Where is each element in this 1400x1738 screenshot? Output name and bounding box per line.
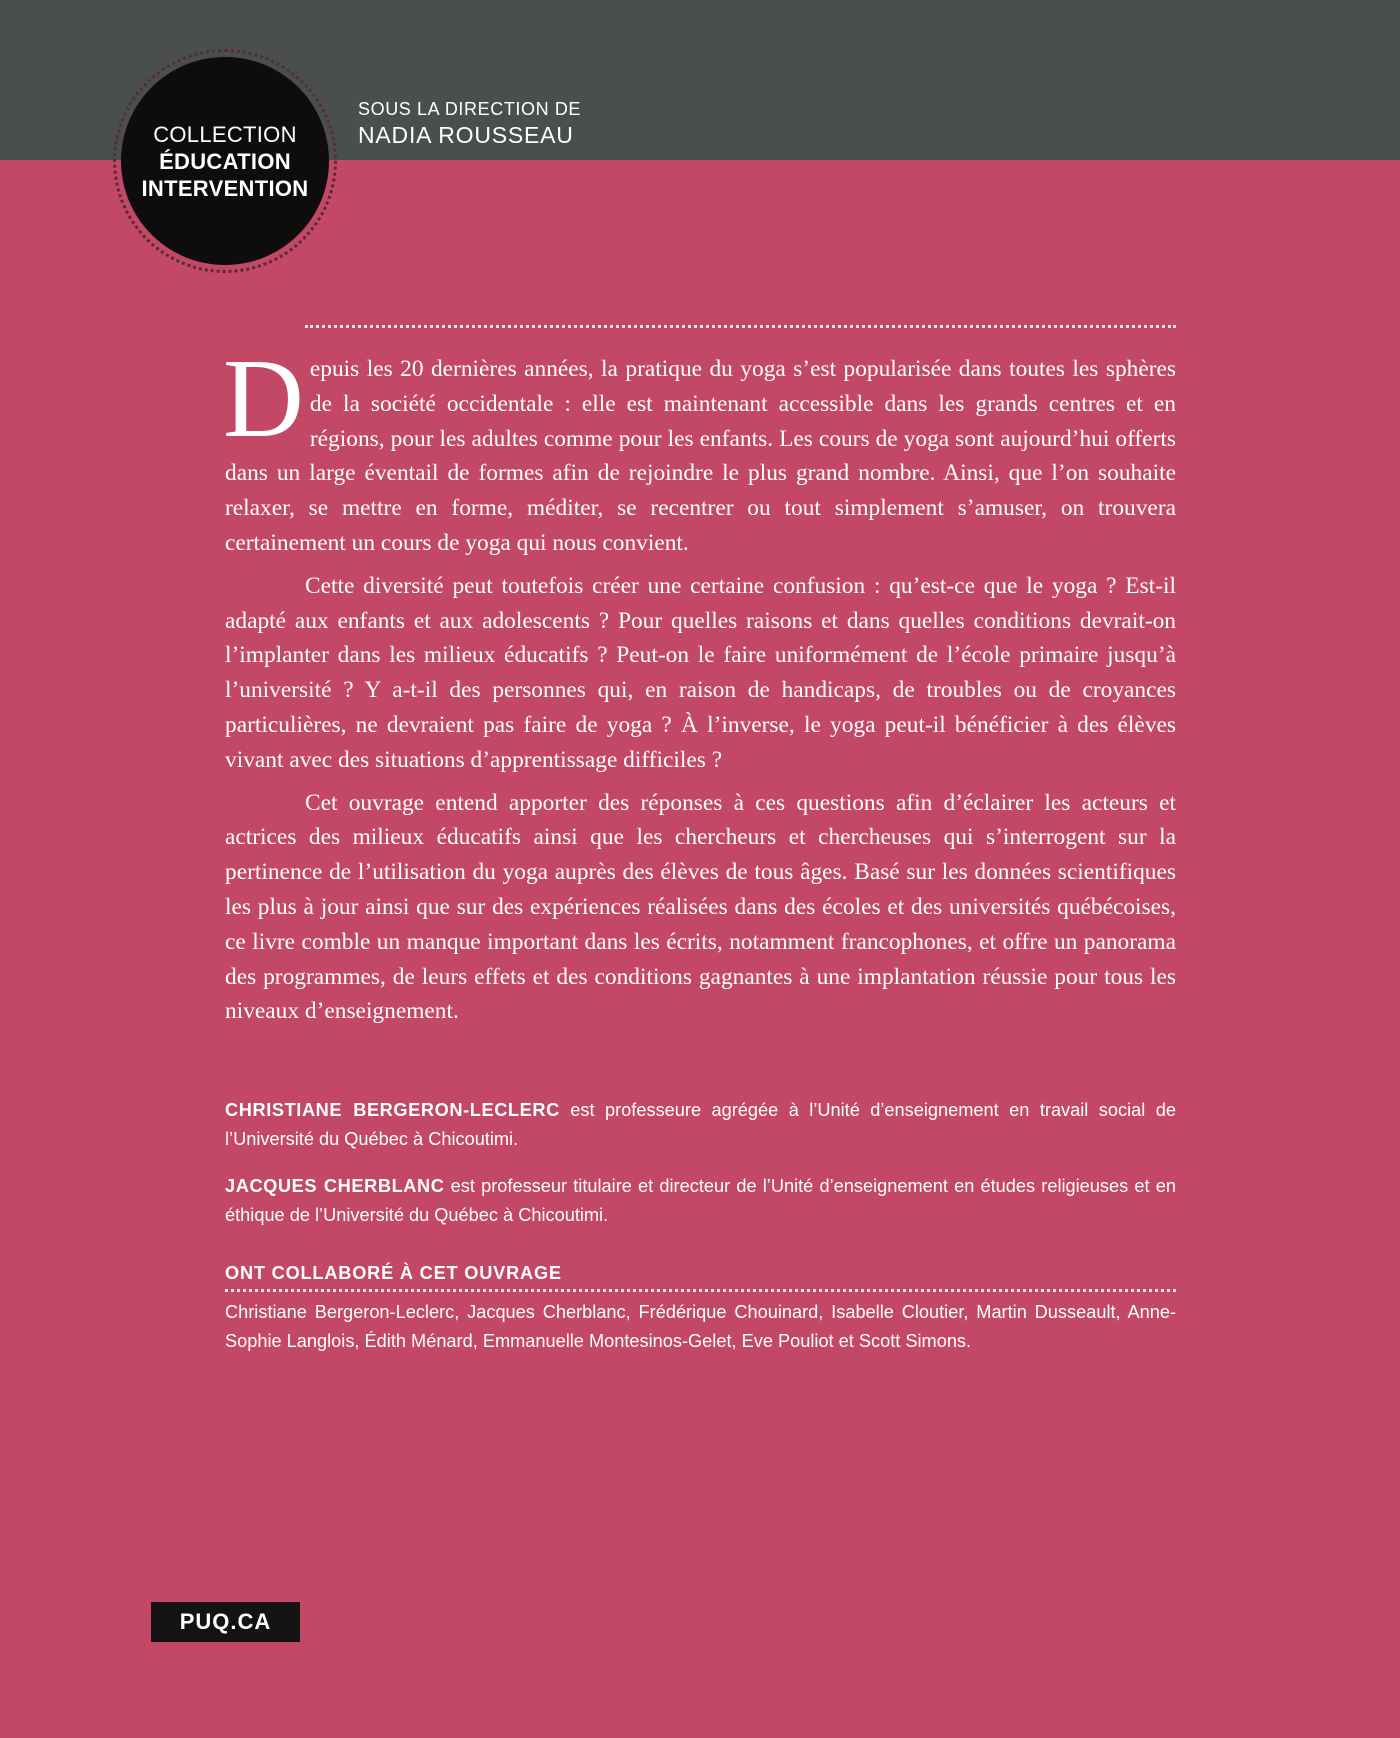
dotted-divider-top	[305, 325, 1176, 328]
bio-2-text: est professeur titulaire et directeur de l’Unité d’enseignement en études religieuses et en éthique de l’Université du Québec à Chicoutimi.	[225, 1176, 1176, 1225]
collaborators-title: ONT COLLABORÉ À CET OUVRAGE	[225, 1263, 562, 1283]
bio-1-text: est professeure agrégée à l’Unité d’enseignement en travail social de l’Université du Québec à Chicoutimi.	[225, 1100, 1176, 1149]
author-bios	[225, 1096, 1176, 1374]
paragraph-3: Cet ouvrage entend apporter des réponses à ces questions afin d’éclairer les acteurs et actrices des milieux éducatifs ainsi que les chercheurs et chercheuses qui s’interrogent sur la pertinence de l’utilisation du yoga auprès des élèves de tous âges. Basé sur les données scientifiques les plus à jour ainsi que sur des expériences réalisées dans des écoles et des universités québécoises, ce livre comble un manque important dans les écrits, notamment francophones, et offre un panorama des programmes, de leurs effets et des conditions gagnantes à une implantation réussie pour tous les niveaux d’enseignement.	[225, 789, 1176, 1025]
back-cover-text	[223, 337, 1176, 1037]
paragraph-1-text: epuis les 20 dernières années, la pratique du yoga s’est popularisée dans toutes les sphères de la société occidentale : elle est maintenant accessible dans les grands centres et en régions, pour les adultes comme pour les enfants. Les cours de yoga sont aujourd’hui offerts dans un large éventail de formes afin de rejoindre le plus grand nombre. Ainsi, que l’on souhaite relaxer, se mettre en forme, méditer, se recentrer ou tout simplement s’amuser, on trouvera certainement un cours de yoga qui nous convient.	[225, 356, 1176, 556]
collection-name-line1: ÉDUCATION	[159, 148, 291, 174]
dotted-divider-collaborators	[225, 1289, 1176, 1292]
paragraph-1	[223, 337, 1176, 561]
collaborators-list: Christiane Bergeron-Leclerc, Jacques Cherblanc, Frédérique Chouinard, Isabelle Cloutier, Martin Dusseault, Anne-Sophie Langlois, Édith Ménard, Emmanuelle Montesinos-Gelet, Eve Pouliot et Scott Simons.	[225, 1302, 1176, 1351]
bio-2	[225, 1172, 1176, 1230]
publisher-website-badge[interactable]: PUQ.CA	[151, 1602, 300, 1642]
collection-badge	[121, 57, 329, 265]
paragraph-2: Cette diversité peut toutefois créer une certaine confusion : qu’est-ce que le yoga ? Est-il adapté aux enfants et aux adolescents ? Pour quelles raisons et dans quelles conditions devrait-on l’implanter dans les milieux éducatifs ? Peut-on le faire uniformément de l’école primaire jusqu’à l’université ? Y a-t-il des personnes qui, en raison de handicaps, de troubles ou de croyances particulières, ne devraient pas faire de yoga ? À l’inverse, le yoga peut-il bénéficier à des élèves vivant avec des situations d’apprentissage difficiles ?	[225, 572, 1176, 773]
collection-label: COLLECTION	[153, 121, 297, 147]
bio-1-name: CHRISTIANE BERGERON-LECLERC	[225, 1100, 560, 1120]
bio-1	[225, 1096, 1176, 1154]
drop-cap: D	[223, 337, 304, 461]
bio-2-name: JACQUES CHERBLANC	[225, 1176, 445, 1196]
direction-label: SOUS LA DIRECTION DE	[358, 99, 582, 119]
collection-name-line2: INTERVENTION	[141, 175, 309, 201]
director-name: NADIA ROUSSEAU	[358, 122, 574, 148]
editor-block	[358, 96, 581, 148]
